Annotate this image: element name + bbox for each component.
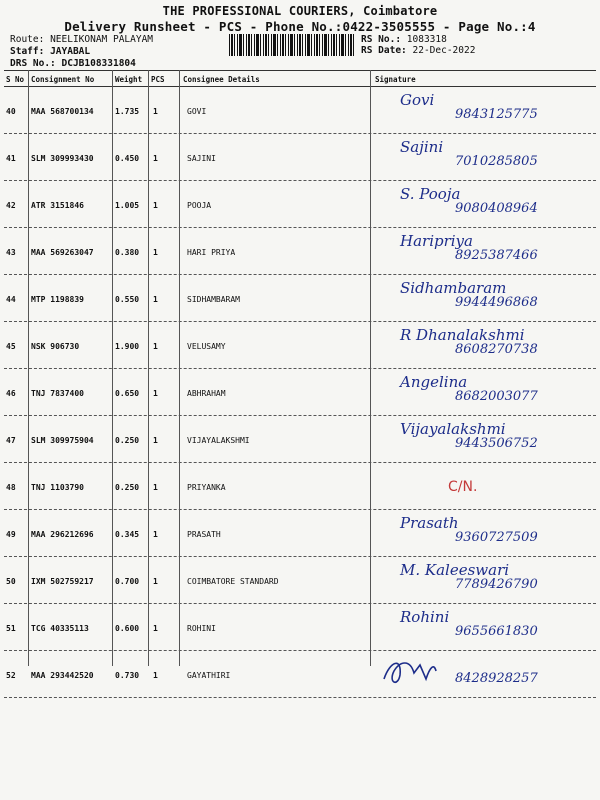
table-row [0, 604, 600, 651]
signature-phone: 8682003077 [455, 389, 538, 404]
cell-consignee: COIMBATORE STANDARD [187, 577, 279, 586]
col-header-pcs: PCS [151, 75, 165, 84]
rs-number-value: 1083318 [406, 34, 447, 45]
route-label: Route: [10, 34, 45, 45]
cell-consignment-no: IXM 502759217 [31, 577, 94, 586]
signature-name: Vijayalakshmi [400, 420, 506, 438]
cell-consignment-no: ATR 3151846 [31, 201, 84, 210]
staff-value: JAYABAL [50, 46, 91, 57]
signature-phone: 9443506752 [455, 436, 538, 451]
runsheet-title: THE PROFESSIONAL COURIERS, Coimbatore [162, 4, 438, 18]
cell-consignee: SIDHAMBARAM [187, 295, 240, 304]
signature-phone: 9944496868 [455, 295, 538, 310]
cell-pcs: 1 [153, 577, 158, 586]
signature-name: Rohini [400, 608, 450, 626]
signature-phone: 8925387466 [455, 248, 538, 263]
col-header-sno: S No [6, 75, 25, 84]
rs-date-value: 22-Dec-2022 [412, 45, 476, 56]
row-divider [4, 697, 596, 698]
cell-sno: 43 [6, 248, 16, 257]
cell-pcs: 1 [153, 201, 158, 210]
cell-consignment-no: MTP 1198839 [31, 295, 84, 304]
cell-pcs: 1 [153, 671, 158, 680]
rs-date-field [361, 45, 475, 56]
cell-pcs: 1 [153, 483, 158, 492]
cell-consignment-no: MAA 568700134 [31, 107, 94, 116]
rs-number-label: RS No.: [361, 34, 402, 45]
cell-sno: 42 [6, 201, 16, 210]
rs-date-label: RS Date: [361, 45, 407, 56]
route-value: NEELIKONAM PALAYAM [50, 34, 154, 45]
cell-pcs: 1 [153, 154, 158, 163]
cell-weight: 0.650 [115, 389, 140, 398]
table-row [0, 228, 600, 275]
cell-consignment-no: MAA 569263047 [31, 248, 94, 257]
table-row [0, 416, 600, 463]
cell-sno: 50 [6, 577, 16, 586]
cell-weight: 0.700 [115, 577, 140, 586]
drs-value: DCJB108331804 [61, 58, 136, 69]
signature-phone: 8608270738 [455, 342, 538, 357]
cell-consignment-no: NSK 906730 [31, 342, 80, 351]
cell-consignee: GOVI [187, 107, 207, 116]
cell-sno: 52 [6, 671, 16, 680]
signature-name: R Dhanalakshmi [400, 326, 525, 344]
cell-consignment-no: MAA 296212696 [31, 530, 94, 539]
cell-consignment-no: SLM 309975904 [31, 436, 94, 445]
table-row [0, 87, 600, 134]
col-header-consignee: Consignee Details [183, 75, 260, 84]
drs-label: DRS No.: [10, 58, 56, 69]
cell-pcs: 1 [153, 295, 158, 304]
cell-consignee: PRIYANKA [187, 483, 226, 492]
cell-sno: 40 [6, 107, 16, 116]
cell-sno: 51 [6, 624, 16, 633]
cell-sno: 45 [6, 342, 16, 351]
cell-pcs: 1 [153, 248, 158, 257]
signature-name: M. Kaleeswari [400, 561, 510, 579]
cell-consignee: PRASATH [187, 530, 221, 539]
signature-name: Govi [400, 91, 435, 109]
cell-consignee: HARI PRIYA [187, 248, 236, 257]
cell-sno: 49 [6, 530, 16, 539]
cell-sno: 48 [6, 483, 16, 492]
table-top-rule [4, 70, 596, 71]
signature-phone: 8428928257 [455, 671, 538, 686]
drs-field [10, 58, 136, 69]
signature-phone: 9843125775 [455, 107, 538, 122]
cell-sno: 41 [6, 154, 16, 163]
cell-pcs: 1 [153, 530, 158, 539]
col-header-consignment: Consignment No [31, 75, 95, 84]
cell-consignee: ABHRAHAM [187, 389, 226, 398]
table-row [0, 369, 600, 416]
cell-weight: 0.250 [115, 436, 140, 445]
table-row [0, 181, 600, 228]
barcode [229, 34, 355, 56]
cell-consignee: VELUSAMY [187, 342, 226, 351]
cell-consignment-no: TCG 40335113 [31, 624, 89, 633]
col-header-weight: Weight [115, 75, 143, 84]
cell-consignee: POOJA [187, 201, 212, 210]
cell-consignment-no: SLM 309993430 [31, 154, 94, 163]
table-row [0, 463, 600, 510]
cell-consignment-no: TNJ 7837400 [31, 389, 84, 398]
cell-weight: 1.735 [115, 107, 140, 116]
signature-name: Sidhambaram [400, 279, 507, 297]
runsheet-subtitle: Delivery Runsheet - PCS - Phone No.:0422-3505555 - Page No.:4 [64, 19, 536, 34]
table-row [0, 510, 600, 557]
signature-name: Angelina [400, 373, 468, 391]
cell-sno: 47 [6, 436, 16, 445]
cell-consignee: VIJAYALAKSHMI [187, 436, 250, 445]
cell-weight: 0.345 [115, 530, 140, 539]
route-field [10, 34, 153, 45]
col-header-signature: Signature [375, 75, 416, 84]
cell-sno: 46 [6, 389, 16, 398]
cell-consignee: ROHINI [187, 624, 216, 633]
cell-weight: 1.005 [115, 201, 140, 210]
cell-consignee: SAJINI [187, 154, 216, 163]
cell-weight: 0.450 [115, 154, 140, 163]
signature-name: Sajini [400, 138, 444, 156]
cell-pcs: 1 [153, 436, 158, 445]
cell-sno: 44 [6, 295, 16, 304]
cell-weight: 0.730 [115, 671, 140, 680]
signature-phone: 9655661830 [455, 624, 538, 639]
signature-phone: 7789426790 [455, 577, 538, 592]
signature-name: Haripriya [400, 232, 473, 250]
signature-name: S. Pooja [400, 185, 461, 203]
signature-scribble [380, 653, 440, 689]
cell-weight: 0.600 [115, 624, 140, 633]
table-row [0, 557, 600, 604]
table-row [0, 322, 600, 369]
cell-consignee: GAYATHIRI [187, 671, 231, 680]
staff-label: Staff: [10, 46, 45, 57]
table-row [0, 651, 600, 698]
table-row [0, 275, 600, 322]
staff-field [10, 46, 90, 57]
signature-phone: 7010285805 [455, 154, 538, 169]
cell-pcs: 1 [153, 107, 158, 116]
table-row [0, 134, 600, 181]
cell-pcs: 1 [153, 624, 158, 633]
cell-pcs: 1 [153, 342, 158, 351]
signature-phone: 9080408964 [455, 201, 538, 216]
cn-mark: C/N. [448, 479, 478, 495]
rs-number-field [361, 34, 447, 45]
signature-phone: 9360727509 [455, 530, 538, 545]
cell-weight: 1.900 [115, 342, 140, 351]
cell-pcs: 1 [153, 389, 158, 398]
cell-weight: 0.550 [115, 295, 140, 304]
cell-weight: 0.380 [115, 248, 140, 257]
cell-consignment-no: TNJ 1103790 [31, 483, 84, 492]
cell-weight: 0.250 [115, 483, 140, 492]
signature-name: Prasath [400, 514, 459, 532]
cell-consignment-no: MAA 293442520 [31, 671, 94, 680]
